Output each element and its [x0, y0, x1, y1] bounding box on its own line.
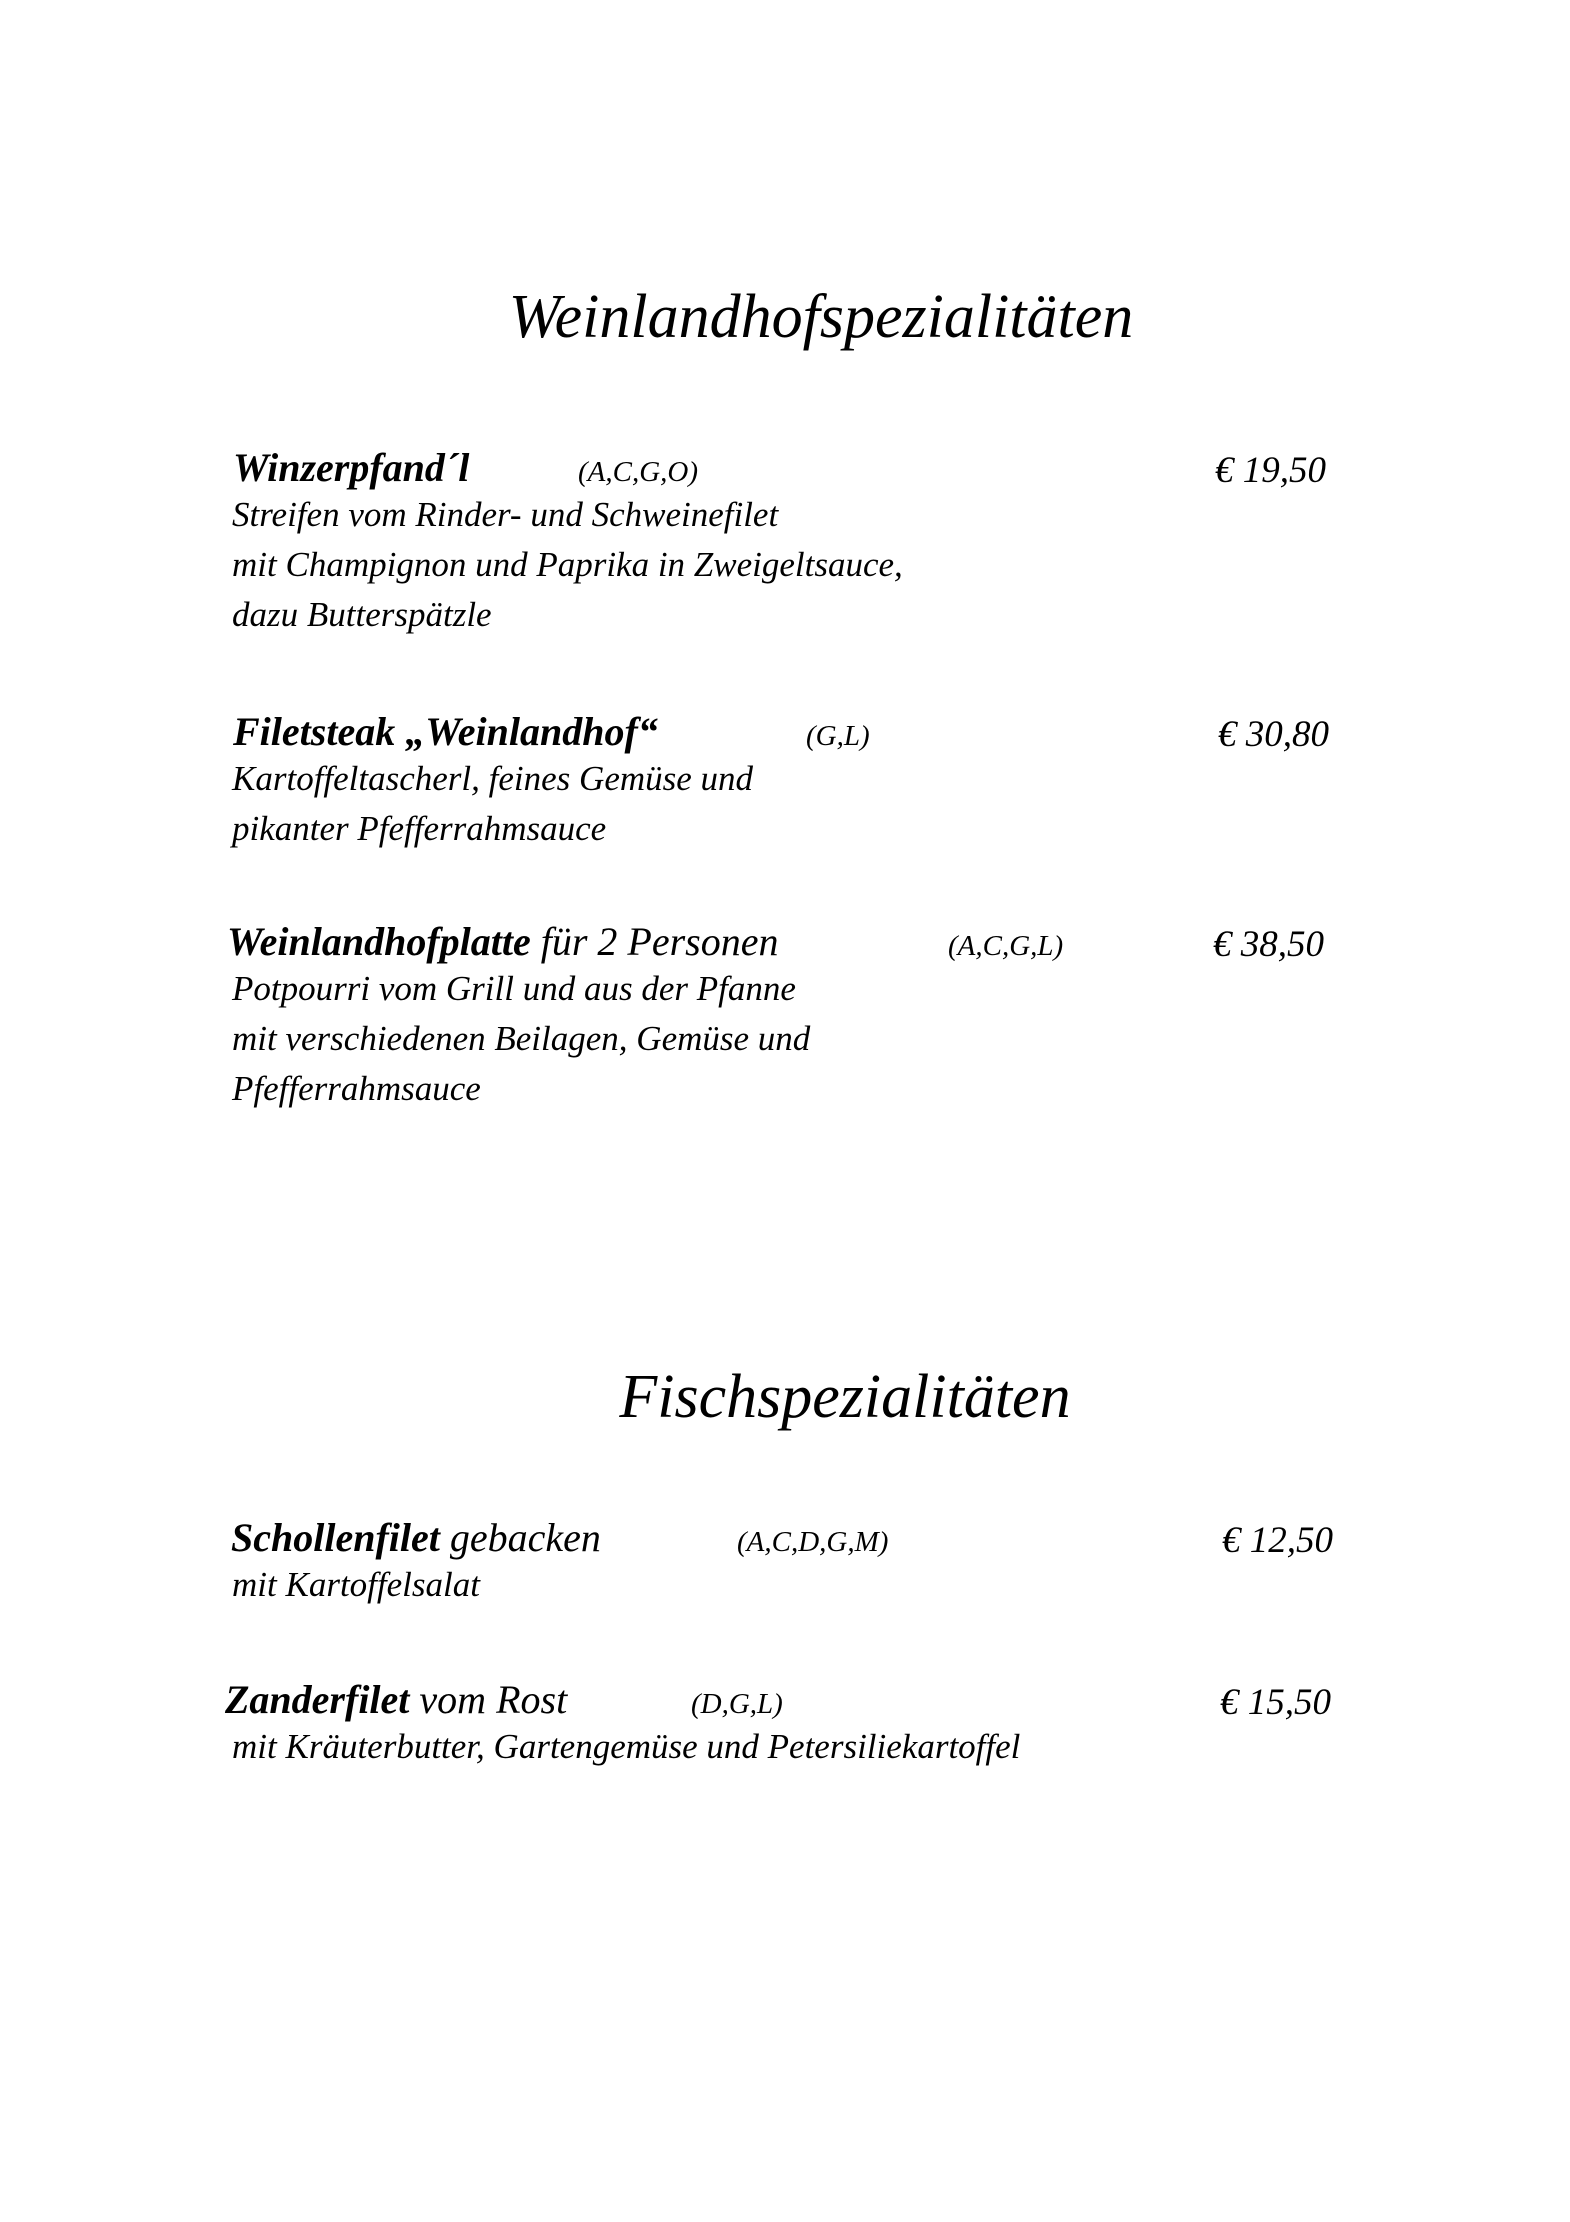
dish-name: Schollenfilet gebacken: [231, 1515, 601, 1560]
dish-description: Kartoffeltascherl, feines Gemüse und pikanter Pfefferrahmsauce: [232, 759, 754, 848]
section-title: Fischspezialitäten: [619, 1363, 1071, 1431]
dish-price: € 12,50: [1222, 1520, 1333, 1561]
allergen-codes: (A,C,G,O): [578, 456, 699, 488]
dish-description: Potpourri vom Grill und aus der Pfanne mit verschiedenen Beilagen, Gemüse und Pfefferrahmsauce: [232, 969, 811, 1108]
allergen-codes: (A,C,G,L): [948, 930, 1064, 962]
dish-description: mit Kräuterbutter, Gartengemüse und Petersiliekartoffel: [232, 1727, 1021, 1766]
dish-price: € 30,80: [1218, 714, 1329, 755]
allergen-codes: (A,C,D,G,M): [737, 1526, 889, 1558]
dish-name: Filetsteak „Weinlandhof“: [233, 709, 658, 754]
section-title: Weinlandhofspezialitäten: [508, 283, 1134, 351]
dish-price: € 38,50: [1213, 924, 1324, 965]
dish-price: € 19,50: [1215, 450, 1326, 491]
dish-description: mit Kartoffelsalat: [232, 1565, 480, 1604]
dish-name: Winzerpfand´l: [233, 445, 470, 490]
dish-price: € 15,50: [1220, 1682, 1331, 1723]
dish-description: Streifen vom Rinder- und Schweinefilet mit Champignon und Paprika in Zweigeltsauce, dazu Butterspätzle: [232, 495, 903, 634]
dish-name: Weinlandhofplatte für 2 Personen: [227, 919, 779, 964]
allergen-codes: (D,G,L): [691, 1688, 783, 1720]
dish-name: Zanderfilet vom Rost: [225, 1677, 568, 1722]
allergen-codes: (G,L): [806, 720, 870, 752]
